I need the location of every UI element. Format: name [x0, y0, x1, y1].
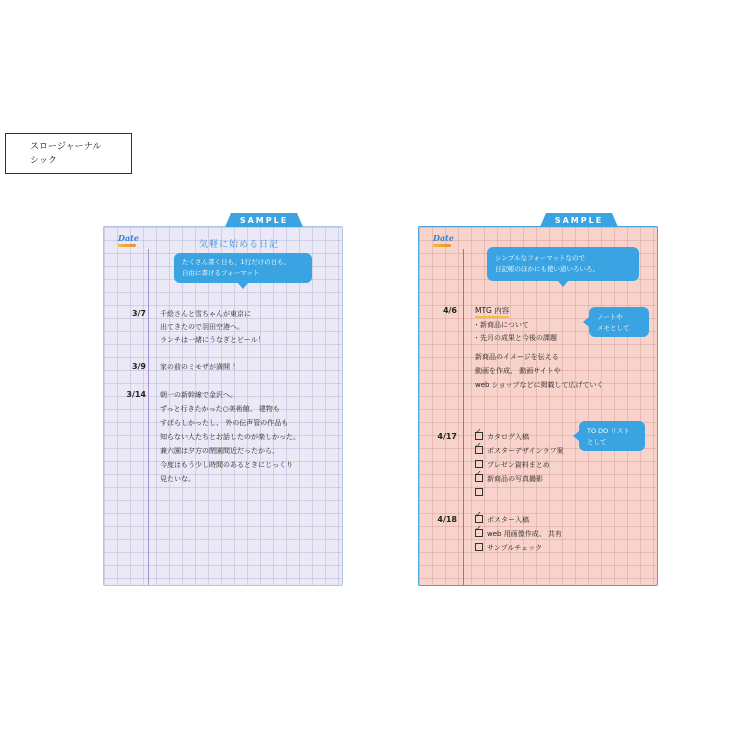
entry-line: ずっと行きたかった○美術館、 建物も — [160, 405, 280, 413]
entry-date: 3/14 — [126, 390, 146, 399]
entry-line: ランチは一緒にうなぎとビール！ — [160, 336, 265, 344]
sample-page-notes — [418, 215, 658, 586]
checkbox-unchecked[interactable] — [475, 488, 483, 496]
todo-item — [475, 474, 543, 484]
todo-callout-bubble — [579, 421, 645, 451]
meeting-title: MTG 内容 — [475, 306, 510, 315]
entry-date: 4/6 — [442, 306, 457, 315]
checkbox-unchecked[interactable] — [475, 460, 483, 468]
page-heading: 気軽に始める日記 — [199, 240, 280, 250]
entry-date: 4/18 — [437, 515, 457, 524]
margin-line — [463, 249, 464, 585]
checkbox-checked[interactable] — [475, 432, 483, 440]
margin-line — [148, 249, 149, 585]
callout-line: たくさん書く日も、1行だけの日も、 — [182, 258, 291, 266]
todo-item — [475, 432, 529, 442]
todo-item — [475, 446, 564, 456]
callout-line: シンプルなフォーマットなので — [495, 254, 585, 262]
todo-item — [475, 488, 487, 497]
product-name-label: スロージャーナル — [30, 141, 102, 152]
todo-item — [475, 460, 550, 470]
entry-line: 家の前のミモザが満開 ！ — [160, 363, 240, 371]
product-variant-label: シック — [30, 155, 57, 166]
entry-date: 4/17 — [437, 432, 457, 441]
callout-line: TO DO リスト — [587, 427, 630, 435]
bullet-line: ・新商品について — [473, 321, 529, 329]
checkbox-checked[interactable] — [475, 515, 483, 523]
todo-item — [475, 515, 529, 525]
bullet-line: ・先月の成果と今後の課題 — [473, 334, 557, 342]
entry-line: 出てきたので羽田空港へ。 — [160, 323, 244, 331]
todo-item — [475, 543, 542, 553]
checkbox-checked[interactable] — [475, 529, 483, 537]
entry-line: 千絵さんと雪ちゃんが東京に — [160, 310, 251, 318]
callout-line: 自由に書けるフォーマット — [182, 269, 260, 277]
todo-text: サンプルチェック — [487, 544, 543, 552]
todo-text: 新商品の写真撮影 — [487, 475, 543, 483]
callout-line: 日記帳のほかにも使い道いろいろ。 — [495, 265, 599, 273]
checkbox-checked[interactable] — [475, 474, 483, 482]
checkbox-checked[interactable] — [475, 446, 483, 454]
todo-text: ポスター入稿 — [487, 516, 529, 524]
todo-text: ポスターデザインラフ案 — [487, 447, 564, 455]
product-label-box — [5, 133, 132, 174]
callout-bubble — [174, 253, 312, 283]
entry-line: 新商品のイメージを伝える — [475, 353, 559, 361]
todo-text: プレゼン資料まとめ — [487, 461, 550, 469]
entry-line: 見たいな。 — [160, 475, 195, 483]
entry-line: 朝一の新幹線で金沢へ。 — [160, 391, 237, 399]
todo-item — [475, 529, 562, 539]
entry-line: 兼六園は夕方の閉園間近だったから、 — [160, 447, 279, 455]
note-callout-bubble — [589, 307, 649, 337]
checkbox-unchecked[interactable] — [475, 543, 483, 551]
entry-line: 知らない人たちとお話したのが楽しかった。 — [160, 433, 300, 441]
entry-line: すばらしかったし、 外の伝声管の作品も — [160, 419, 289, 427]
sample-tab: SAMPLE — [546, 213, 612, 227]
entry-line: 今度はもう少し時間のあるときにじっくり — [160, 461, 293, 469]
entry-line: 動画を作成、 動画サイトや — [475, 367, 561, 375]
callout-line: ノートや — [597, 313, 623, 321]
date-logo: Date — [433, 233, 454, 247]
entry-date: 3/7 — [131, 309, 146, 318]
sample-tab: SAMPLE — [231, 213, 297, 227]
entry-line: web ショップなどに掲載して広げていく — [475, 381, 604, 389]
todo-text: web 用画像作成、 共有 — [487, 530, 562, 538]
callout-line: として — [587, 438, 607, 446]
todo-text: カタログ入稿 — [487, 433, 529, 441]
date-logo: Date — [118, 233, 139, 247]
callout-bubble — [487, 247, 639, 281]
callout-line: メモとして — [597, 324, 630, 332]
entry-date: 3/9 — [131, 362, 146, 371]
sample-page-diary — [103, 215, 343, 586]
